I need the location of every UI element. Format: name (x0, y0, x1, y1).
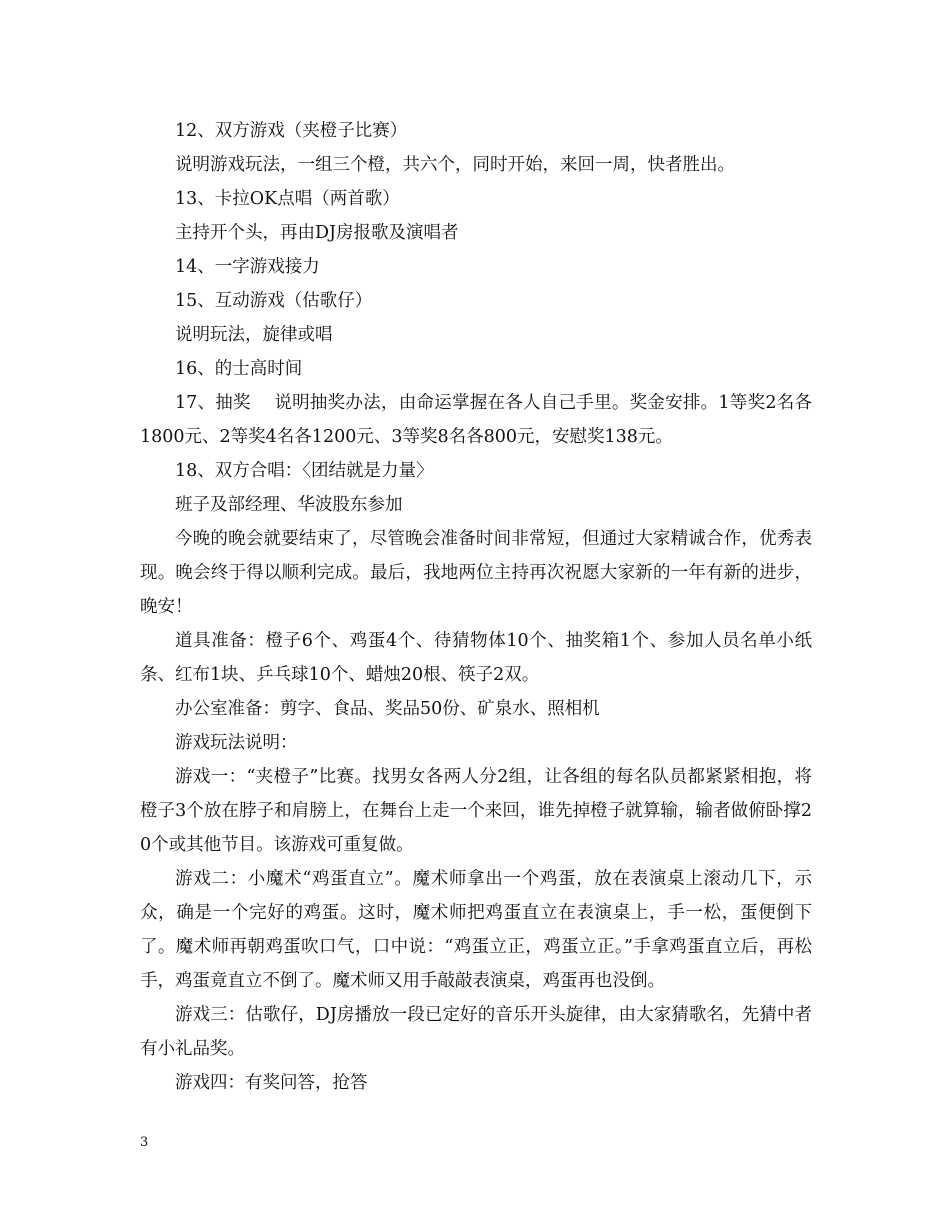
paragraph-item-13: 13、卡拉OK点唱（两首歌） (175, 189, 400, 209)
paragraph-game-four: 游戏四：有奖问答，抢答 (175, 1073, 368, 1093)
paragraph-game-two: 游戏二：小魔术“鸡蛋直立”。魔术师拿出一个鸡蛋，放在表演桌上滚动几下，示众，确是一个完好的鸡蛋。这时，魔术师把鸡蛋直立在表演桌上，手一松，蛋便倒下了。魔术师再朝鸡蛋吹口气，口中说：“鸡蛋立正，鸡蛋立正。”手拿鸡蛋直立后，再松手，鸡蛋竟直立不倒了。魔术师又用手敲敲表演桌，鸡蛋再也没倒。 (140, 869, 812, 991)
paragraph-item-14: 14、一字游戏接力 (175, 257, 320, 277)
paragraph-game-rules-orange: 说明游戏玩法，一组三个橙，共六个，同时开始，来回一周，快者胜出。 (175, 155, 735, 175)
paragraph-game-instructions-heading: 游戏玩法说明： (175, 733, 298, 753)
paragraph-game-three: 游戏三：估歌仔，DJ房播放一段已定好的音乐开头旋律，由大家猜歌名，先猜中者有小礼品奖。 (140, 1005, 812, 1059)
paragraph-host-intro: 主持开个头，再由DJ房报歌及演唱者 (175, 223, 459, 243)
paragraph-item-16: 16、的士高时间 (175, 359, 303, 379)
paragraph-item-17-lottery: 17、抽奖 说明抽奖办法，由命运掌握在各人自己手里。奖金安排。1等奖2名各1800元、2等奖4名各1200元、3等奖8名各800元，安慰奖138元。 (140, 393, 812, 447)
paragraph-props-preparation: 道具准备：橙子6个、鸡蛋4个、待猜物体10个、抽奖箱1个、参加人员名单小纸条、红布1块、乒乓球10个、蜡烛20根、筷子2双。 (140, 631, 812, 685)
paragraph-participants: 班子及部经理、华波股东参加 (175, 495, 403, 515)
paragraph-item-15: 15、互动游戏（估歌仔） (175, 291, 373, 311)
page-number: 3 (140, 1135, 149, 1150)
paragraph-game-one: 游戏一：“夹橙子”比赛。找男女各两人分2组，让各组的每名队员都紧紧相抱，将橙子3个放在脖子和肩膀上，在舞台上走一个来回，谁先掉橙子就算输，输者做俯卧撑20个或其他节目。该游戏可重复做。 (140, 767, 812, 855)
paragraph-closing-remarks: 今晚的晚会就要结束了，尽管晚会准备时间非常短，但通过大家精诚合作，优秀表现。晚会终于得以顺利完成。最后，我地两位主持再次祝愿大家新的一年有新的进步，晚安！ (140, 529, 812, 617)
paragraph-rules-melody: 说明玩法，旋律或唱 (175, 325, 333, 345)
paragraph-item-18: 18、双方合唱：〈团结就是力量〉 (175, 461, 434, 481)
paragraph-office-preparation: 办公室准备：剪字、食品、奖品50份、矿泉水、照相机 (175, 699, 600, 719)
document-body (140, 114, 812, 1100)
paragraph-item-12: 12、双方游戏（夹橙子比赛） (175, 121, 408, 141)
